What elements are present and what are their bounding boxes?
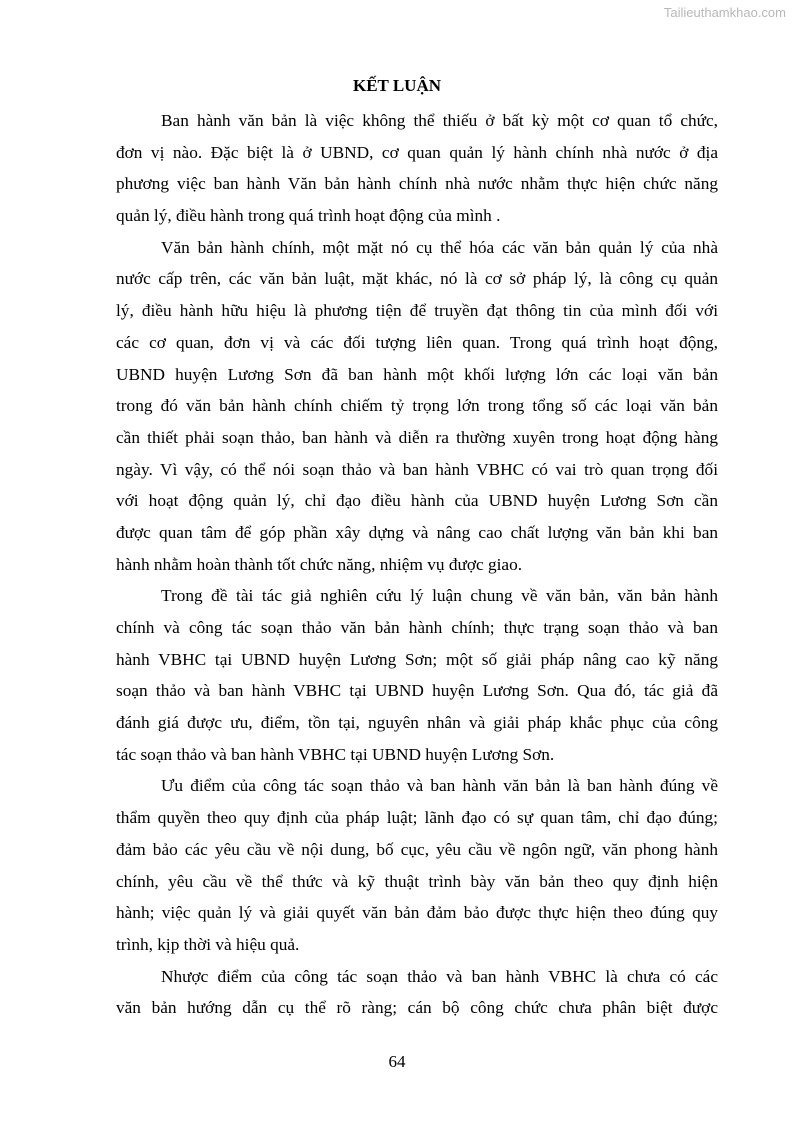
page-title: KẾT LUẬN bbox=[352, 76, 441, 95]
text-line: phương việc ban hành Văn bản hành chính nhà nước nhằm thực hiện chức năng bbox=[116, 174, 718, 194]
text-line: Nhược điểm của công tác soạn thảo và ban hành VBHC là chưa có các bbox=[161, 966, 718, 986]
text-line: ngày. Vì vậy, có thể nói soạn thảo và ban hành VBHC có vai trò quan trọng đối bbox=[116, 459, 718, 479]
text-line: đảm bảo các yêu cầu về nội dung, bố cục, yêu cầu về ngôn ngữ, văn phong hành bbox=[116, 839, 718, 859]
document-body bbox=[116, 105, 718, 1024]
text-line: lý, điều hành hữu hiệu là phương tiện để truyền đạt thông tin của mình đối với bbox=[116, 301, 718, 321]
text-line: được quan tâm để góp phần xây dựng và nâng cao chất lượng văn bản khi ban bbox=[116, 522, 718, 542]
text-line: chính, yêu cầu về thể thức và kỹ thuật trình bày văn bản theo quy định hiện bbox=[116, 871, 718, 891]
text-line: quản lý, điều hành trong quá trình hoạt động của mình . bbox=[116, 206, 501, 226]
text-line: các cơ quan, đơn vị và các đối tượng liên quan. Trong quá trình hoạt động, bbox=[116, 332, 718, 352]
text-line: văn bản hướng dẫn cụ thể rõ ràng; cán bộ công chức chưa phân biệt được bbox=[116, 998, 718, 1018]
text-line: soạn thảo và ban hành VBHC tại UBND huyện Lương Sơn. Qua đó, tác giả đã bbox=[116, 681, 718, 701]
page-number: 64 bbox=[388, 1052, 406, 1071]
text-line: cần thiết phải soạn thảo, ban hành và diễn ra thường xuyên trong hoạt động hàng bbox=[116, 427, 718, 447]
text-line: tác soạn thảo và ban hành VBHC tại UBND huyện Lương Sơn. bbox=[116, 744, 555, 764]
text-line: Văn bản hành chính, một mặt nó cụ thể hóa các văn bản quản lý của nhà bbox=[161, 237, 718, 257]
text-line: với hoạt động quản lý, chỉ đạo điều hành của UBND huyện Lương Sơn cần bbox=[116, 491, 718, 511]
paragraph bbox=[116, 232, 718, 581]
text-line: trong đó văn bản hành chính chiếm tỷ trọng lớn trong tổng số các loại văn bản bbox=[116, 396, 718, 416]
text-line: đánh giá được ưu, điểm, tồn tại, nguyên nhân và giải pháp khắc phục của công bbox=[116, 713, 718, 733]
text-line: hành VBHC tại UBND huyện Lương Sơn; một số giải pháp nâng cao kỹ năng bbox=[116, 649, 718, 669]
text-line: hành; việc quản lý và giải quyết văn bản đảm bảo được thực hiện theo đúng quy bbox=[116, 903, 718, 923]
watermark: Tailieuthamkhao.com bbox=[663, 5, 786, 20]
paragraph bbox=[116, 580, 718, 770]
paragraph bbox=[116, 105, 718, 232]
text-line: chính và công tác soạn thảo văn bản hành chính; thực trạng soạn thảo và ban bbox=[116, 618, 718, 637]
text-line: đơn vị nào. Đặc biệt là ở UBND, cơ quan quản lý hành chính nhà nước ở địa bbox=[116, 142, 718, 162]
paragraph bbox=[116, 770, 718, 960]
text-line: nước cấp trên, các văn bản luật, mặt khác, nó là cơ sở pháp lý, là công cụ quản bbox=[116, 269, 718, 289]
text-line: Ưu điểm của công tác soạn thảo và ban hành văn bản là ban hành đúng về bbox=[161, 776, 718, 796]
paragraph bbox=[116, 961, 718, 1024]
text-line: Trong đề tài tác giả nghiên cứu lý luận chung về văn bản, văn bản hành bbox=[161, 586, 718, 606]
text-line: Ban hành văn bản là việc không thể thiếu ở bất kỳ một cơ quan tổ chức, bbox=[161, 111, 718, 130]
text-line: thẩm quyền theo quy định của pháp luật; lãnh đạo có sự quan tâm, chỉ đạo đúng; bbox=[116, 808, 718, 828]
text-line: trình, kịp thời và hiệu quả. bbox=[116, 934, 300, 954]
text-line: UBND huyện Lương Sơn đã ban hành một khối lượng lớn các loại văn bản bbox=[116, 364, 718, 384]
text-line: hành nhằm hoàn thành tốt chức năng, nhiệm vụ được giao. bbox=[116, 554, 523, 574]
